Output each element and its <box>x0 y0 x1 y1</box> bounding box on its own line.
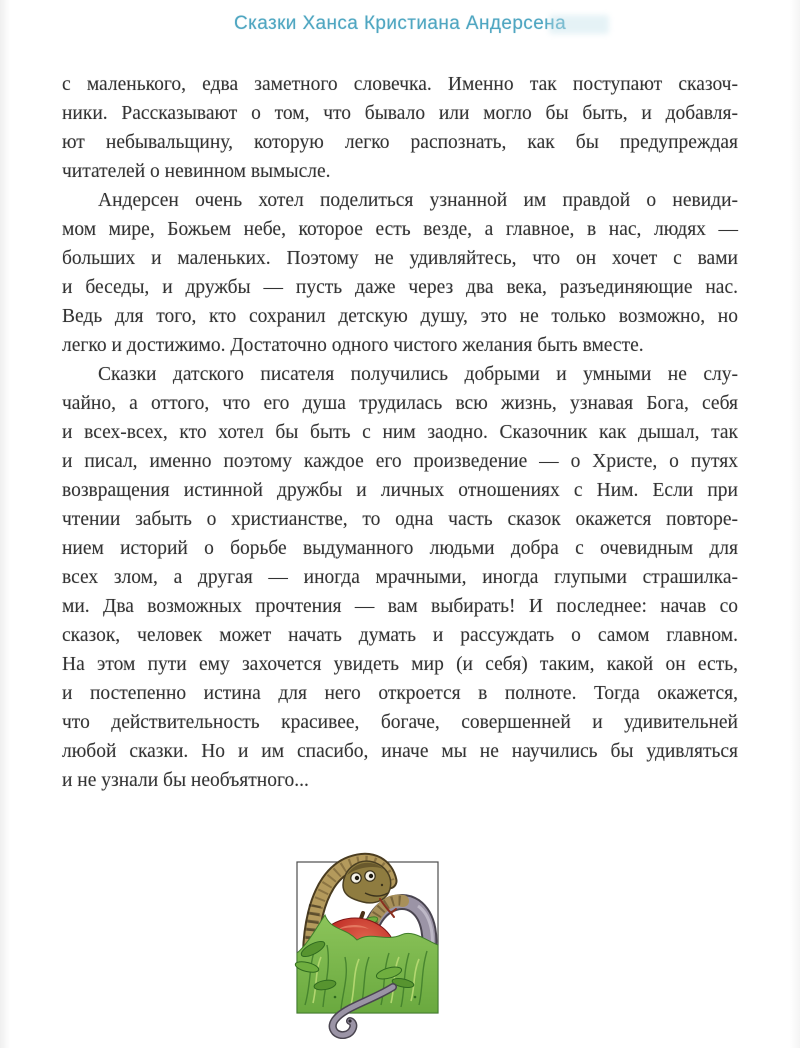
scan-smudge-artifact <box>549 15 609 34</box>
running-title: Сказки Ханса Кристиана Андерсена <box>233 13 567 34</box>
text-line: Андерсен очень хотел поделиться узнанной им правдой о невиди- <box>98 190 738 211</box>
snake-apple-illustration <box>265 845 475 1045</box>
text-line: возвращения истинной дружбы и личных отношениях с Ним. Если при <box>62 480 738 501</box>
text-line: всех злом, а другая — иногда мрачными, иногда глупыми страшилка- <box>62 567 738 588</box>
text-line: читателей о невинном вымысле. <box>62 161 331 182</box>
page-header <box>0 13 800 35</box>
text-line: и писал, именно поэтому каждое его произведение — о Христе, о путях <box>62 451 738 472</box>
text-line: и не узнали бы необъятного... <box>62 770 309 791</box>
text-line: Сказки датского писателя получились добрыми и умными не слу- <box>98 364 738 385</box>
text-line: ют небывальщину, которую легко распознать, как бы предупреждая <box>62 132 738 153</box>
text-line: и постепенно истина для него откроется в полноте. Тогда окажется, <box>62 683 738 704</box>
text-line: Ведь для того, кто сохранил детскую душу, это не только возможно, но <box>62 306 738 327</box>
body-text <box>62 70 738 795</box>
text-line: чайно, а оттого, что его душа трудилась всю жизнь, узнавая Бога, себя <box>62 393 738 414</box>
text-line: мом мире, Божьем небе, которое есть везде, а главное, в нас, людях — <box>62 219 738 240</box>
text-line: и всех-всех, кто хотел бы быть с ним заодно. Сказочник как дышал, так <box>62 422 738 443</box>
text-line: что действительность красивее, богаче, совершенней и удивительней <box>62 712 738 733</box>
text-line: и беседы, и дружбы — пусть даже через два века, разъединяющие нас. <box>62 277 738 298</box>
text-line: легко и достижимо. Достаточно одного чистого желания быть вместе. <box>62 335 644 356</box>
text-line: ми. Два возможных прочтения — вам выбирать! И последнее: начав со <box>62 596 738 617</box>
text-line: ники. Рассказывают о том, что бывало или могло бы быть, и добавля- <box>62 103 738 124</box>
text-line: сказок, человек может начать думать и рассуждать о самом главном. <box>62 625 738 646</box>
text-line: На этом пути ему захочется увидеть мир (и себя) таким, какой он есть, <box>62 654 738 675</box>
text-line: нием историй о борьбе выдуманного людьми добра с очевидным для <box>62 538 738 559</box>
text-line: чтении забыть о христианстве, то одна часть сказок окажется повторе- <box>62 509 738 530</box>
text-line: больших и маленьких. Поэтому не удивляйтесь, что он хочет с вами <box>62 248 738 269</box>
text-line: любой сказки. Но и им спасибо, иначе мы не научились бы удивляться <box>62 741 738 762</box>
text-line: с маленького, едва заметного словечка. Именно так поступают сказоч- <box>62 74 738 95</box>
snake-apple-drawing <box>265 845 475 1045</box>
